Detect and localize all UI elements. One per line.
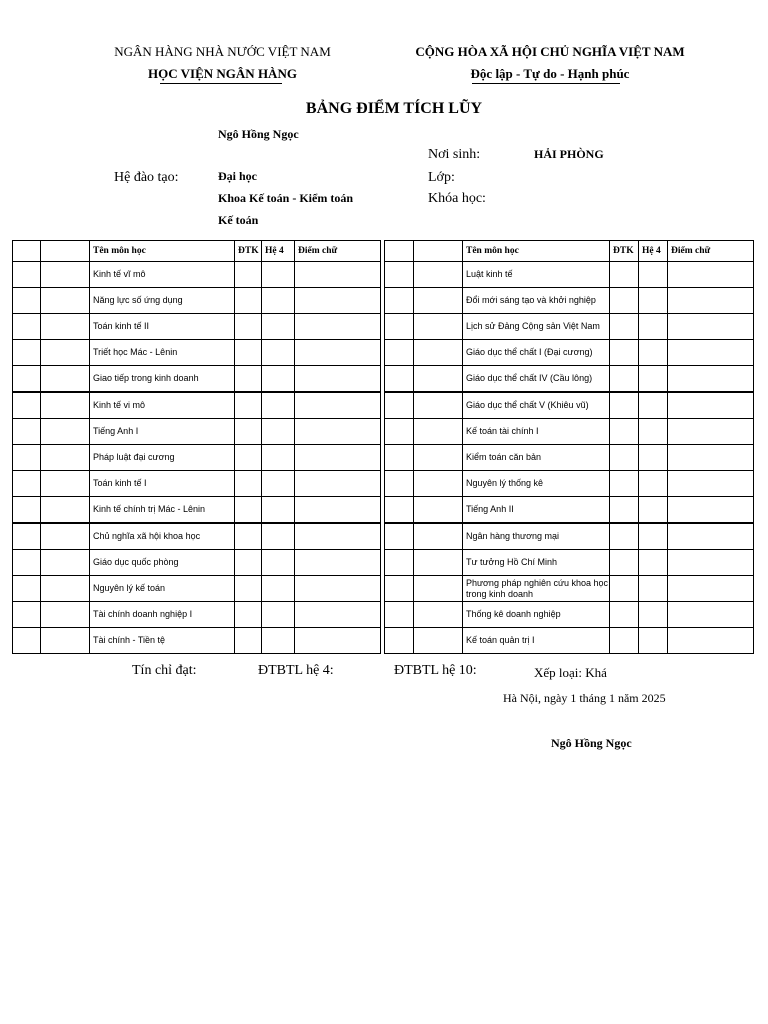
subject-name: Giao tiếp trong kinh doanh — [90, 366, 235, 393]
table-row — [385, 314, 754, 340]
row-number-cell — [385, 340, 414, 366]
credits-cell — [610, 628, 639, 654]
subject-code-cell — [414, 576, 463, 602]
credits-cell — [235, 314, 262, 340]
scale4-cell — [639, 550, 668, 576]
subject-code-cell — [41, 602, 90, 628]
credits-cell — [610, 314, 639, 340]
table-row — [385, 576, 754, 602]
subject-name: Tài chính - Tiền tệ — [90, 628, 235, 654]
credits-cell — [235, 497, 262, 524]
row-number-cell — [13, 628, 41, 654]
subject-name: Toán kinh tế II — [90, 314, 235, 340]
academy-underline — [160, 83, 282, 84]
credits-cell — [610, 419, 639, 445]
table-row — [13, 392, 381, 419]
credits-cell — [235, 366, 262, 393]
subject-name: Triết học Mác - Lênin — [90, 340, 235, 366]
row-number-cell — [385, 550, 414, 576]
subject-code-cell — [41, 576, 90, 602]
subject-name: Nguyên lý kế toán — [90, 576, 235, 602]
subject-code-cell — [414, 366, 463, 393]
scale4-cell — [262, 628, 295, 654]
row-number-cell — [385, 366, 414, 393]
letter-grade-cell — [295, 340, 381, 366]
letter-grade-cell — [668, 550, 754, 576]
credits-cell — [610, 340, 639, 366]
table-row — [13, 628, 381, 654]
scale4-cell — [262, 392, 295, 419]
credits-cell — [235, 445, 262, 471]
scale4-cell — [639, 471, 668, 497]
row-number-cell — [385, 392, 414, 419]
credits-cell — [610, 523, 639, 550]
row-number-cell — [385, 419, 414, 445]
subject-name: Kiểm toán căn bản — [463, 445, 610, 471]
letter-grade-cell — [295, 392, 381, 419]
row-number-cell — [13, 523, 41, 550]
credits-cell — [235, 288, 262, 314]
letter-grade-cell — [668, 523, 754, 550]
letter-grade-cell — [295, 445, 381, 471]
table-row — [13, 366, 381, 393]
letter-grade-cell — [295, 366, 381, 393]
subject-name: Đổi mới sáng tạo và khởi nghiệp — [463, 288, 610, 314]
row-number-cell — [13, 392, 41, 419]
subject-code-cell — [41, 523, 90, 550]
scale4-cell — [639, 366, 668, 393]
letter-grade-cell — [295, 314, 381, 340]
table-header-row — [385, 241, 754, 262]
scale4-cell — [262, 288, 295, 314]
scale4-cell — [262, 445, 295, 471]
subject-code-cell — [414, 602, 463, 628]
credits-cell — [235, 550, 262, 576]
academy-name: HỌC VIỆN NGÂN HÀNG — [148, 66, 297, 81]
credits-cell — [610, 288, 639, 314]
credits-cell — [235, 340, 262, 366]
subject-code-cell — [414, 523, 463, 550]
table-header-row — [13, 241, 381, 262]
letter-grade-cell — [668, 340, 754, 366]
table-row — [385, 471, 754, 497]
letter-grade-cell — [668, 628, 754, 654]
org-name: NGÂN HÀNG NHÀ NƯỚC VIỆT NAM — [114, 44, 331, 59]
subject-header: Tên môn học — [463, 241, 610, 262]
subject-code-cell — [414, 497, 463, 524]
row-number-cell — [13, 445, 41, 471]
credits-cell — [610, 445, 639, 471]
subject-code-cell — [414, 392, 463, 419]
subject-name: Giáo dục thể chất V (Khiêu vũ) — [463, 392, 610, 419]
subject-code-cell — [41, 392, 90, 419]
row-number-cell — [385, 576, 414, 602]
no-header — [13, 241, 41, 262]
issue-date: Hà Nội, ngày 1 tháng 1 năm 2025 — [503, 691, 666, 705]
subject-name: Phương pháp nghiên cứu khoa học trong kinh doanh — [463, 576, 610, 602]
scale4-header: Hệ 4 — [262, 241, 295, 262]
table-row — [13, 314, 381, 340]
credits-cell — [610, 576, 639, 602]
subject-name: Kinh tế vĩ mô — [90, 262, 235, 288]
table-row — [385, 262, 754, 288]
table-row — [13, 288, 381, 314]
row-number-cell — [13, 497, 41, 524]
birthplace-label: Nơi sinh: — [428, 147, 481, 162]
table-row — [13, 602, 381, 628]
nation-motto: Độc lập - Tự do - Hạnh phúc — [470, 66, 630, 81]
credits-cell — [235, 262, 262, 288]
scale4-cell — [639, 576, 668, 602]
credits-cell — [235, 392, 262, 419]
subject-code-cell — [41, 262, 90, 288]
table-row — [13, 419, 381, 445]
subject-code-cell — [414, 550, 463, 576]
letter-grade-cell — [668, 288, 754, 314]
scale4-cell — [639, 602, 668, 628]
subject-code-cell — [414, 340, 463, 366]
row-number-cell — [385, 497, 414, 524]
subject-name: Thống kê doanh nghiệp — [463, 602, 610, 628]
scale4-cell — [262, 340, 295, 366]
subject-code-cell — [41, 366, 90, 393]
scale4-cell — [262, 576, 295, 602]
row-number-cell — [13, 262, 41, 288]
row-number-cell — [385, 314, 414, 340]
row-number-cell — [385, 288, 414, 314]
letter-grade-cell — [295, 419, 381, 445]
credits-cell — [610, 550, 639, 576]
table-row — [385, 550, 754, 576]
subject-code-cell — [414, 288, 463, 314]
credits-label: Tín chỉ đạt: — [132, 663, 197, 678]
gpa10-label: ĐTBTL hệ 10: — [394, 663, 477, 678]
subject-name: Chủ nghĩa xã hội khoa học — [90, 523, 235, 550]
credits-cell — [610, 366, 639, 393]
scale4-cell — [262, 471, 295, 497]
subject-name: Nguyên lý thống kê — [463, 471, 610, 497]
letter-header: Điểm chữ — [668, 241, 754, 262]
subject-name: Kinh tế chính trị Mác - Lênin — [90, 497, 235, 524]
signer-name: Ngô Hồng Ngọc — [551, 736, 632, 750]
letter-grade-cell — [295, 602, 381, 628]
subject-name: Luật kinh tế — [463, 262, 610, 288]
credits-cell — [235, 471, 262, 497]
letter-grade-cell — [295, 288, 381, 314]
letter-grade-cell — [295, 262, 381, 288]
subject-name: Toán kinh tế I — [90, 471, 235, 497]
table-row — [13, 471, 381, 497]
letter-grade-cell — [295, 628, 381, 654]
class-label: Lớp: — [428, 170, 455, 185]
table-row — [13, 523, 381, 550]
credits-cell — [235, 419, 262, 445]
letter-grade-cell — [295, 576, 381, 602]
scale4-cell — [262, 550, 295, 576]
scale4-cell — [262, 262, 295, 288]
row-number-cell — [13, 288, 41, 314]
rank-label: Xếp loại: Khá — [534, 665, 607, 680]
credits-cell — [235, 523, 262, 550]
table-row — [13, 340, 381, 366]
letter-grade-cell — [668, 445, 754, 471]
table-row — [385, 419, 754, 445]
letter-grade-cell — [668, 471, 754, 497]
letter-header: Điểm chữ — [295, 241, 381, 262]
gpa4-label: ĐTBTL hệ 4: — [258, 663, 334, 678]
table-row — [385, 497, 754, 524]
row-number-cell — [385, 471, 414, 497]
subject-name: Kế toán tài chính I — [463, 419, 610, 445]
subject-name: Giáo dục thể chất IV (Cầu lông) — [463, 366, 610, 393]
credits-cell — [610, 497, 639, 524]
scale4-header: Hệ 4 — [639, 241, 668, 262]
row-number-cell — [13, 550, 41, 576]
scale4-cell — [262, 314, 295, 340]
scale4-cell — [262, 602, 295, 628]
subject-code-cell — [41, 497, 90, 524]
table-row — [13, 576, 381, 602]
row-number-cell — [385, 523, 414, 550]
letter-grade-cell — [295, 550, 381, 576]
subject-code-cell — [41, 550, 90, 576]
major-value: Kế toán — [218, 213, 259, 227]
row-number-cell — [385, 445, 414, 471]
course-label: Khóa học: — [428, 191, 486, 206]
letter-grade-cell — [668, 576, 754, 602]
subject-name: Lịch sử Đảng Cộng sản Việt Nam — [463, 314, 610, 340]
subject-name: Pháp luật đại cương — [90, 445, 235, 471]
credits-cell — [235, 602, 262, 628]
row-number-cell — [13, 340, 41, 366]
table-row — [385, 392, 754, 419]
subject-code-cell — [41, 471, 90, 497]
scale4-cell — [262, 497, 295, 524]
subject-name: Tài chính doanh nghiệp I — [90, 602, 235, 628]
table-row — [385, 523, 754, 550]
row-number-cell — [13, 419, 41, 445]
credits-cell — [610, 392, 639, 419]
subject-code-cell — [41, 340, 90, 366]
row-number-cell — [13, 471, 41, 497]
subject-code-cell — [41, 628, 90, 654]
table-row — [13, 497, 381, 524]
subject-code-cell — [414, 419, 463, 445]
letter-grade-cell — [668, 262, 754, 288]
motto-underline — [472, 83, 620, 84]
scale4-cell — [262, 419, 295, 445]
letter-grade-cell — [668, 314, 754, 340]
credits-cell — [235, 628, 262, 654]
credits-cell — [610, 602, 639, 628]
subject-header: Tên môn học — [90, 241, 235, 262]
subject-code-cell — [414, 314, 463, 340]
subject-code-cell — [41, 288, 90, 314]
subject-name: Giáo dục quốc phòng — [90, 550, 235, 576]
table-row — [13, 445, 381, 471]
grade-table-left — [12, 240, 381, 654]
scale4-cell — [639, 628, 668, 654]
scale4-cell — [639, 392, 668, 419]
table-row — [385, 445, 754, 471]
subject-code-cell — [41, 314, 90, 340]
table-row — [385, 340, 754, 366]
program-value: Đại học — [218, 169, 257, 183]
subject-code-cell — [414, 471, 463, 497]
subject-name: Năng lực số ứng dụng — [90, 288, 235, 314]
scale4-cell — [262, 366, 295, 393]
code-header — [414, 241, 463, 262]
grade-table-right — [384, 240, 754, 654]
row-number-cell — [385, 602, 414, 628]
row-number-cell — [13, 314, 41, 340]
subject-code-cell — [414, 262, 463, 288]
table-row — [385, 366, 754, 393]
subject-name: Giáo dục thể chất I (Đại cương) — [463, 340, 610, 366]
table-row — [385, 602, 754, 628]
scale4-cell — [639, 314, 668, 340]
scale4-cell — [639, 340, 668, 366]
subject-name: Tiếng Anh II — [463, 497, 610, 524]
scale4-cell — [262, 523, 295, 550]
subject-code-cell — [41, 419, 90, 445]
no-header — [385, 241, 414, 262]
subject-name: Tư tưởng Hồ Chí Minh — [463, 550, 610, 576]
page-title: BẢNG ĐIỂM TÍCH LŨY — [305, 100, 483, 117]
subject-name: Tiếng Anh I — [90, 419, 235, 445]
letter-grade-cell — [668, 497, 754, 524]
subject-name: Ngân hàng thương mại — [463, 523, 610, 550]
scale4-cell — [639, 262, 668, 288]
letter-grade-cell — [668, 366, 754, 393]
program-label: Hệ đào tạo: — [114, 170, 179, 185]
row-number-cell — [385, 262, 414, 288]
row-number-cell — [13, 576, 41, 602]
letter-grade-cell — [295, 523, 381, 550]
letter-grade-cell — [668, 602, 754, 628]
scale4-cell — [639, 445, 668, 471]
scale4-cell — [639, 497, 668, 524]
credits-cell — [610, 471, 639, 497]
subject-code-cell — [41, 445, 90, 471]
subject-name: Kế toán quản trị I — [463, 628, 610, 654]
row-number-cell — [13, 602, 41, 628]
table-row — [13, 550, 381, 576]
credits-header: ĐTK — [610, 241, 639, 262]
row-number-cell — [385, 628, 414, 654]
letter-grade-cell — [295, 471, 381, 497]
table-row — [385, 288, 754, 314]
subject-code-cell — [414, 628, 463, 654]
table-row — [13, 262, 381, 288]
credits-header: ĐTK — [235, 241, 262, 262]
credits-cell — [235, 576, 262, 602]
scale4-cell — [639, 419, 668, 445]
subject-name: Kinh tế vi mô — [90, 392, 235, 419]
row-number-cell — [13, 366, 41, 393]
subject-code-cell — [414, 445, 463, 471]
faculty-value: Khoa Kế toán - Kiểm toán — [218, 191, 353, 205]
scale4-cell — [639, 523, 668, 550]
scale4-cell — [639, 288, 668, 314]
letter-grade-cell — [668, 419, 754, 445]
birthplace-value: HẢI PHÒNG — [534, 147, 604, 161]
letter-grade-cell — [295, 497, 381, 524]
nation-name: CỘNG HÒA XÃ HỘI CHỦ NGHĨA VIỆT NAM — [415, 44, 685, 59]
student-name: Ngô Hồng Ngọc — [218, 127, 299, 141]
credits-cell — [610, 262, 639, 288]
table-row — [385, 628, 754, 654]
letter-grade-cell — [668, 392, 754, 419]
code-header — [41, 241, 90, 262]
